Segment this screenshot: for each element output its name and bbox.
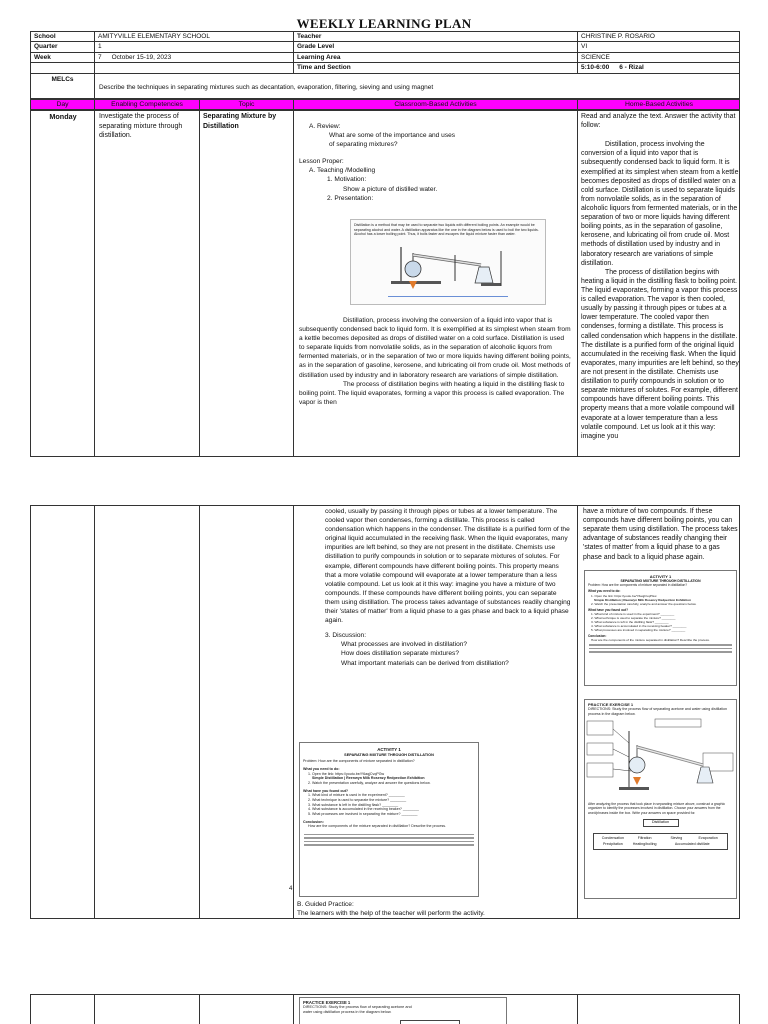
practice-title: PRACTICE EXERCISE 1 [588, 702, 634, 707]
home-page2-text: have a mixture of two compounds. If these compounds have different boiling points, you can separate them using distillation. The process takes advantage of substances readily changing their 'states of matter' from a liquid phase to a gas phase and back to a liquid phase again. [583, 508, 738, 561]
home-activity1-conclusion: Conclusion: [588, 633, 607, 638]
home-activity1-q5: 5. What processes are involved in separating the mixture? ________ [591, 627, 686, 632]
page3-body [30, 994, 740, 1024]
discussion-q2: How does distillation separate mixtures? [341, 650, 460, 658]
motivation-heading: 1. Motivation: [327, 176, 367, 184]
review-heading: A. Review: [309, 123, 341, 130]
col-header-home: Home-Based Activities [625, 101, 693, 108]
word-condensation: Condensation [601, 835, 624, 840]
guided-practice [297, 900, 573, 918]
guided-heading: B. Guided Practice: [297, 901, 354, 908]
col-header-topic: Topic [200, 100, 294, 109]
practice-exercise-worksheet [584, 699, 737, 899]
review-question: What are some of the importance and uses of separating mixtures? [329, 132, 456, 149]
activity1-q2: 2. What technique is used to separate the mixture? ________ [308, 797, 407, 802]
home-activity1-problem: Problem: How are the components of mixture separated in distillation? [588, 583, 688, 588]
section-value: 6 - Rizal [619, 64, 644, 72]
home-activity1-worksheet [584, 570, 737, 686]
practice-directions: DIRECTIONS: Study the process flow of separating acetone and water using distillation process in the diagram below. [588, 707, 728, 716]
activity1-step-link: Simple Distillation | Reenwyn Milk Rosenzy Redpection Exhibition [312, 776, 425, 781]
quarter-value: 1 [95, 42, 294, 52]
home-activity1-subtitle: SEPARATING MIXTURE THROUGH DISTILLATION [620, 579, 701, 583]
home-paragraph-1: Distillation, process involving the conversion of a liquid into vapor that is subsequently condensed back to liquid form. It is exemplified at its simplest when steam from a kettle becomes deposited as drops of distilled water on a cold surface. Distillation is used to separate liquids from nonvolatile solids, as in the separation of alcoholic liquors from fermented materials, or in the separation of two or more liquids having different boiling points, as in the separation of gasoline, kerosene, and lubricating oil from crude oil. Most methods of distillation used by industry and in laboratory research are variations of simple distillation. [581, 141, 739, 267]
word-filtration: Filtration [637, 835, 652, 840]
acetone-distillation-diagram-icon [585, 717, 736, 799]
melcs-row [30, 73, 740, 99]
school-label: School [31, 32, 95, 42]
home-activity1-conclusion-q: How are the components of the mixture separated in distillation? Describe the process. [591, 638, 710, 642]
word-heating-boiling: Heating/boiling [632, 841, 657, 846]
week-number: 7 [98, 53, 102, 61]
activity1-q3: 3. What substance is left in the distilling flask? ________ [308, 802, 399, 807]
activity1-q1: 1. What kind of mixture is used in the experiment? ________ [308, 793, 405, 798]
learning-area-label: Learning Area [294, 52, 578, 62]
lesson-proper-heading: Lesson Proper: [299, 158, 344, 166]
activity1-need: What you need to do: [303, 766, 340, 771]
distillation-apparatus-icon [351, 237, 545, 293]
word-sieving: Sieving [670, 835, 683, 840]
time-value: 5:10-6:00 [581, 64, 610, 72]
word-accumulated-distillate: Accumulated distillate [674, 841, 710, 846]
home-intro: Read and analyze the text. Answer the activity that follow: [581, 113, 736, 130]
column-header-row [30, 99, 740, 110]
col-header-day: Day [31, 100, 95, 109]
page-number: 4 [289, 886, 293, 892]
school-value: AMITYVILLE ELEMENTARY SCHOOL [95, 32, 294, 42]
home-activity1-q1: 1. What kind of mixture is used in the experiment? ________ [591, 611, 675, 616]
page2-body [30, 505, 740, 919]
page3-practice-directions: DIRECTIONS: Study the process flow of separating acetone and water using distillation process in the diagram below. [303, 1005, 412, 1015]
teacher-value: CHRISTINE P. ROSARIO [578, 32, 740, 42]
activity1-found: What have you found out? [303, 788, 349, 793]
grade-label: Grade Level [294, 42, 578, 52]
motivation-text: Show a picture of distilled water. [343, 185, 438, 193]
time-section-value [578, 63, 740, 73]
figure-caption: Distillation is a method that may be used to separate two liquids with different boiling points. An example would be separating alcohol and water. A distillation apparatus like the one in the diagram below is used to boil the two liquids. Alcohol has a lower boiling point. Thus, it boils faster and escapes the liquid mixture faster than water. [354, 223, 539, 237]
melcs-text: Describe the techniques in separating mixtures such as decantation, evaporation, filtering, sieving and using magnet [99, 84, 434, 91]
activity1-conclusion: Conclusion: [303, 819, 324, 824]
page3-practice-title: PRACTICE EXERCISE 1 [303, 1000, 351, 1005]
classroom-page2 [325, 507, 571, 668]
activity1-worksheet [299, 742, 479, 897]
activity1-step-1: 1. Open the link: https://youtu.be/Y6aqjCvqPGw [308, 771, 385, 776]
discussion-q3: What important materials can be derived from distillation? [341, 659, 509, 667]
activity1-title: ACTIVITY 1 [377, 747, 401, 752]
practice-center-box: Distillation [643, 819, 679, 826]
teaching-heading: A. Teaching /Modelling [309, 167, 376, 175]
classroom-page1 [299, 122, 575, 203]
activity1-q4: 4. What substance is accumulated in the receiving beaker? ________ [308, 807, 419, 812]
distillation-figure [350, 219, 546, 305]
header-table [30, 31, 740, 74]
activity1-step-2: 2. Watch the presentation carefully, analyze and answer the questions below. [308, 780, 431, 785]
practice-instructions: After analyzing the process that took place in separating mixture above, construct a graphic organizer to identify the processes involved in distillation. Choose your answers from the word/phrases inside the box. Write your answers on space provided for. [588, 801, 726, 815]
col-header-classroom: Classroom-Based Activities [294, 100, 578, 109]
word-precipitation: Precipitation [602, 841, 623, 846]
page1-body [30, 110, 740, 457]
activity1-subtitle: SEPARATING MIXTURE THROUGH DISTILLATION [344, 752, 434, 757]
activity1-problem: Problem: How are the components of mixture separated in distillation? [303, 759, 415, 764]
discussion-q1: What processes are involved in distillation? [341, 641, 468, 649]
home-paragraph-2: The process of distillation begins with heating a liquid in the distilling flask to boiling point. The liquid evaporates, forming a vapor this process is called evaporation. The vapor is then cooled, usually by passing it through pipes or tubes at a lower temperature. The cooled vapor then condenses, forming a distillate. This process is called condensation which happens in the distillate. The distillate is a purified form of the original liquid accumulated in the receiving flask. When the liquid evaporates, many impurities are left behind, so they are not present in the distillate. Chemists use distillation to purify compounds in solution or to separate mixtures of solutes. For example, different compounds have different boiling points. This property means that a more volatile compound will evaporate at a lower temperature than a less volatile compound. Let us look at it this way: imagine you [581, 268, 739, 440]
melcs-label: MELCs [31, 74, 95, 98]
presentation-heading: 2. Presentation: [327, 194, 374, 202]
home-activity1-found: What have you found out? [588, 607, 629, 612]
home-activity1-title: ACTIVITY 1 [649, 574, 672, 579]
teacher-label: Teacher [294, 32, 578, 42]
topic-text: Separating Mixture by Distillation [203, 113, 277, 130]
activity1-conclusion-q: How are the components of the mixture separated in distillation? Describe the process. [308, 824, 447, 829]
learning-area-value: SCIENCE [578, 52, 740, 62]
home-activity1-need: What you need to do: [588, 589, 621, 594]
document-title: WEEKLY LEARNING PLAN [296, 16, 472, 31]
week-dates: October 15-19, 2023 [111, 53, 172, 61]
home-page1 [581, 112, 739, 441]
home-activity1-step-link: Simple Distillation | Reenwyn Milk Rosenzy Redpection Exhibition [594, 597, 691, 602]
home-activity1-step-2: 2. Watch the presentation carefully, analyze and answer the questions below. [591, 601, 697, 606]
classroom-continued: cooled, usually by passing it through pipes or tubes at a lower temperature. The cooled vapor then condenses, forming a distillate. This process is called condensation which happens in the condenser. The distillate is a purified form of the original liquid accumulated in the receiving flask. When the liquid evaporates, many impurities are left behind, so they are not present in the distillate. Chemists use distillation to purify compounds in solution or to separate mixtures of solutes. For example, different compounds have different boiling points. This property means that a more volatile compound will evaporate at a lower temperature than a less volatile compound. Let us look at it this way: imagine you have a mixture of two compounds. If these compounds have different boiling points, you can separate them using distillation. The process takes advantage of substances readily changing their 'states of matter' from a liquid phase to a gas phase and back to a liquid phase again. [325, 508, 571, 625]
home-activity1-q2: 2. What technique is used to separate the mixture? ________ [591, 615, 676, 620]
practice-word-box [593, 833, 728, 850]
classroom-paragraph-1: Distillation, process involving the conversion of a liquid into vapor that is subsequently condensed back to liquid form. It is exemplified at its simplest when steam from a kettle becomes deposited as drops of distilled water on a cold surface. Distillation is used to separate liquids from nonvolatile solids, as in the separation of alcoholic liquors from fermented materials, or in the separation of two or more liquids having different boiling points, as in the separation of gasoline, kerosene, and lubricating oil from crude oil. Most methods of distillation used by industry and in laboratory research are variations of simple distillation. [299, 317, 571, 379]
week-label: Week [31, 52, 95, 62]
week-value [95, 52, 294, 62]
col-header-competencies: Enabling Competencies [95, 100, 200, 109]
competency-text: Investigate the process of separating mixture through distillation. [99, 113, 183, 140]
quarter-label: Quarter [31, 42, 95, 52]
day-monday: Monday [49, 112, 77, 121]
home-activity1-step-1: 1. Open the link: https://youtu.be/Y6aqjCvqPGw [591, 593, 657, 598]
discussion-heading: 3. Discussion: [325, 632, 367, 640]
grade-value: VI [578, 42, 740, 52]
classroom-paragraph-2: The process of distillation begins with heating a liquid in the distilling flask to boiling point. The liquid evaporates, forming a vapor this process is called evaporation. The vapor is then [299, 380, 565, 406]
activity1-q5: 5. What processes are involved in separating the mixture? ________ [308, 811, 418, 816]
home-activity1-q4: 4. What substance is accumulated in the receiving beaker? ________ [591, 623, 687, 628]
page3-practice-worksheet [299, 997, 507, 1024]
home-activity1-q3: 3. What substance is left in the distilling flask? ________ [591, 619, 669, 624]
classroom-page1-paragraphs [299, 316, 571, 407]
word-evaporation: Evaporation [698, 835, 718, 840]
time-section-label: Time and Section [294, 63, 578, 73]
guided-text: The learners with the help of the teacher will perform the activity. [297, 910, 485, 918]
